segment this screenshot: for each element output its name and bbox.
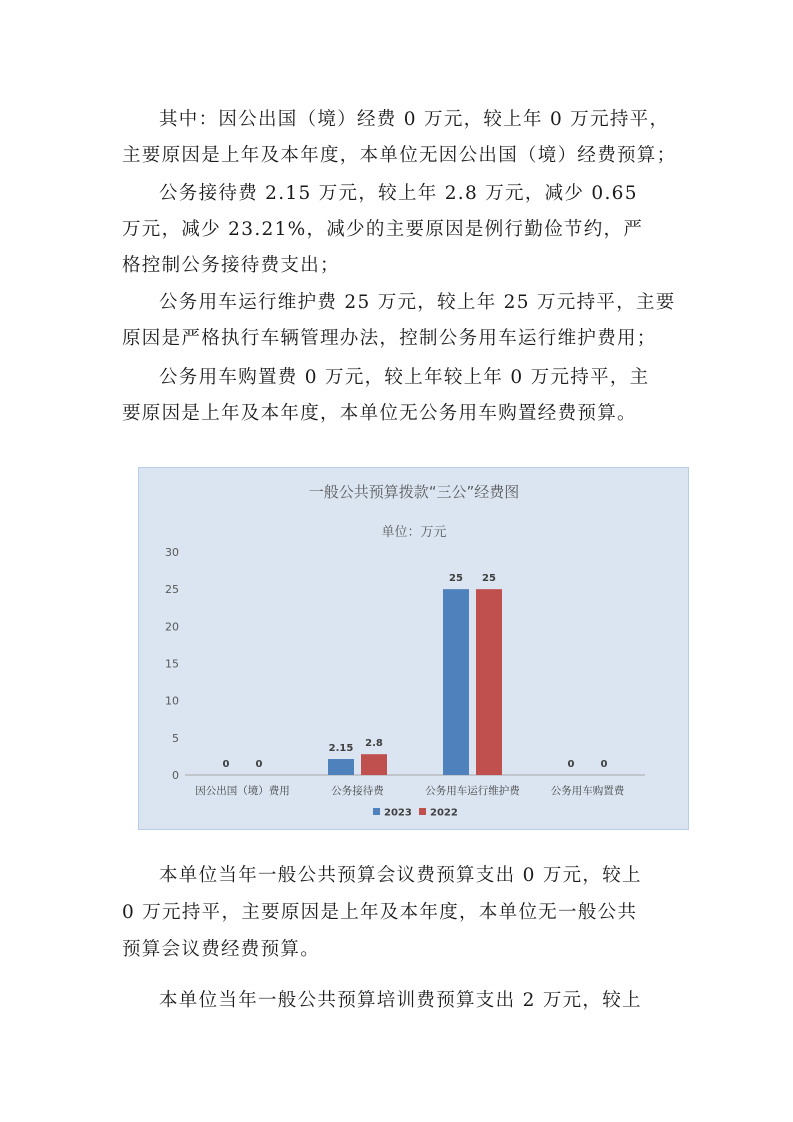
bar-2022 [361,754,387,775]
paragraph-line: 主要原因是上年及本年度，本单位无因公出国（境）经费预算； [122,145,677,166]
bar-2023 [328,759,354,775]
data-label: 2.15 [328,743,354,755]
chart-bars [223,573,608,775]
paragraph-line: 预算会议费经费预算。 [122,939,321,960]
paragraph-line: 其中：因公出国（境）经费 0 万元，较上年 0 万元持平， [159,109,670,130]
bar-2022 [476,589,502,775]
data-label: 25 [449,573,463,585]
paragraph-line: 公务用车购置费 0 万元，较上年较上年 0 万元持平，主 [159,367,650,388]
category-label: 公务用车购置费 [550,785,625,797]
paragraph-line: 公务用车运行维护费 25 万元，较上年 25 万元持平，主要 [159,292,676,313]
chart-canvas [139,468,690,831]
paragraph-line: 万元，减少 23.21%，减少的主要原因是例行勤俭节约，严 [122,219,644,240]
paragraph-line: 原因是严格执行车辆管理办法，控制公务用车运行维护费用； [122,328,657,349]
chart-legend [373,808,458,819]
legend-label: 2023 [384,807,412,819]
paragraph-line: 公务接待费 2.15 万元，较上年 2.8 万元，减少 0.65 [159,183,638,204]
chart-title: 一般公共预算拨款“三公”经费图 [308,483,520,501]
y-tick-label: 15 [165,657,179,671]
budget-chart [138,467,689,830]
legend-swatch [373,808,380,815]
bar-2023 [443,589,469,775]
category-label: 公务用车运行维护费 [425,785,520,797]
chart-unit-label: 单位：万元 [381,525,447,540]
y-tick-label: 25 [165,583,179,597]
legend-swatch [419,808,426,815]
data-label: 25 [482,573,496,585]
paragraph-line: 本单位当年一般公共预算会议费预算支出 0 万元，较上 [159,865,642,886]
data-label: 0 [600,759,608,770]
category-label: 公务接待费 [331,785,384,797]
y-tick-label: 20 [165,620,179,634]
data-label: 0 [255,759,263,770]
paragraph-line: 要原因是上年及本年度，本单位无公务用车购置经费预算。 [122,403,637,424]
legend-label: 2022 [430,807,458,819]
data-label: 0 [222,759,230,770]
paragraph-line: 本单位当年一般公共预算培训费预算支出 2 万元，较上 [159,990,642,1011]
data-label: 2.8 [365,738,383,750]
data-label: 0 [567,759,575,770]
y-tick-label: 5 [172,731,179,745]
category-label: 因公出国（境）费用 [195,785,290,797]
y-tick-label: 0 [172,769,179,782]
y-tick-label: 10 [165,694,179,708]
y-tick-label: 30 [165,546,179,559]
paragraph-line: 格控制公务接待费支出； [122,255,340,276]
paragraph-line: 0 万元持平，主要原因是上年及本年度，本单位无一般公共 [122,902,638,923]
